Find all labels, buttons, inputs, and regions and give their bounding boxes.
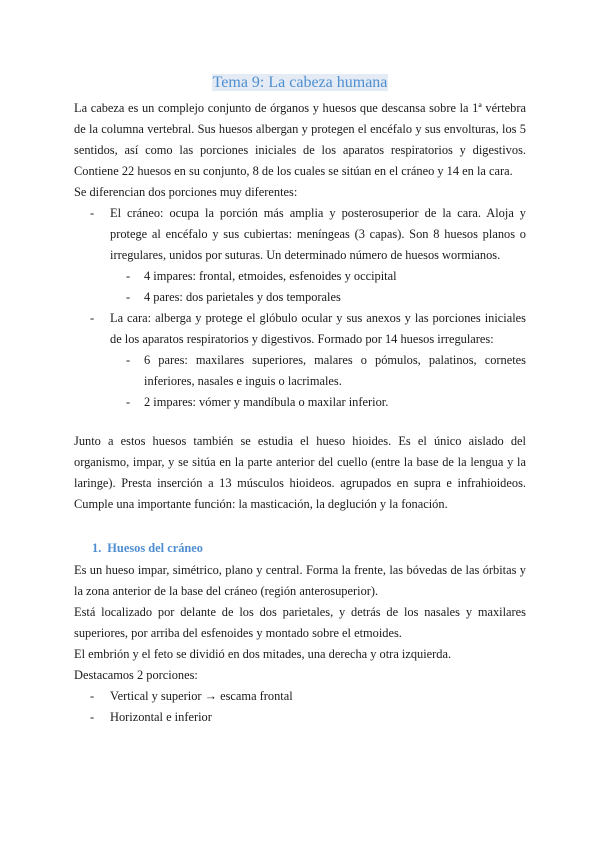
bullet-dash: - xyxy=(90,311,95,325)
list-item: - Vertical y superior → escama frontal xyxy=(74,686,526,707)
bullet-dash: - xyxy=(90,710,95,724)
section-body xyxy=(74,560,526,728)
sub-list-item: - 4 impares: frontal, etmoides, esfenoides y occipital xyxy=(74,266,526,287)
list-item: - Horizontal e inferior xyxy=(74,707,526,728)
intro-block xyxy=(74,98,526,413)
bullet-dash: - xyxy=(126,290,131,304)
sub-list-item: - 4 pares: dos parietales y dos temporales xyxy=(74,287,526,308)
hioides-paragraph: Junto a estos huesos también se estudia el hueso hioides. Es el único aislado del organismo, impar, y se sitúa en la parte anterior del cuello (entre la base de la lengua y la laringe). Presta inserción a 13 músculos hioideos. agrupados en supra e infrahioideos. Cumple una importante función: la masticación, la deglución y la fonación. xyxy=(74,434,526,511)
section-paragraph: El embrión y el feto se dividió en dos mitades, una derecha y otra izquierda. xyxy=(74,647,452,661)
portions-intro: Se diferencian dos porciones muy diferentes: xyxy=(74,185,298,199)
bullet-dash: - xyxy=(90,689,95,703)
page-title: Tema 9: La cabeza humana xyxy=(212,74,388,91)
list-item-cara: - La cara: alberga y protege el glóbulo ocular y sus anexos y las porciones iniciales de los aparatos respiratorios y digestivos. Formado por 14 huesos irregulares: xyxy=(74,308,526,350)
list-item-craneo: - El cráneo: ocupa la porción más amplia y posterosuperior de la cara. Aloja y protege al encéfalo y sus cubiertas: meníngeas (3 capas). Son 8 huesos planos o irregulares, unidos por suturas. Un determinado número de huesos wormianos. xyxy=(74,203,526,266)
bullet-dash: - xyxy=(126,269,131,283)
section-paragraph: Está localizado por delante de los dos parietales, y detrás de los nasales y maxilares superiores, por arriba del esfenoides y montado sobre el etmoides. xyxy=(74,605,526,640)
sub-list-item: - 2 impares: vómer y mandíbula o maxilar inferior. xyxy=(74,392,526,413)
section-paragraph: Es un hueso impar, simétrico, plano y central. Forma la frente, las bóvedas de las órbitas y la zona anterior de la base del cráneo (región anterosuperior). xyxy=(74,563,526,598)
bullet-dash: - xyxy=(126,353,131,367)
intro-paragraph: La cabeza es un complejo conjunto de órganos y huesos que descansa sobre la 1ª vértebra de la columna vertebral. Sus huesos albergan y protegen el encéfalo y sus envolturas, los 5 sentidos, así como las porciones iniciales de los aparatos respiratorios y digestivos. Contiene 22 huesos en su conjunto, 8 de los cuales se sitúan en el cráneo y 14 en la cara. xyxy=(74,101,526,178)
section-paragraph: Destacamos 2 porciones: xyxy=(74,668,198,682)
section-heading xyxy=(92,541,203,556)
section-title: Huesos del cráneo xyxy=(107,541,203,555)
sub-list-item: - 6 pares: maxilares superiores, malares o pómulos, palatinos, cornetes inferiores, nasales e inguis o lacrimales. xyxy=(74,350,526,392)
bullet-dash: - xyxy=(126,395,131,409)
bullet-dash: - xyxy=(90,206,95,220)
section-number: 1. xyxy=(92,541,102,555)
